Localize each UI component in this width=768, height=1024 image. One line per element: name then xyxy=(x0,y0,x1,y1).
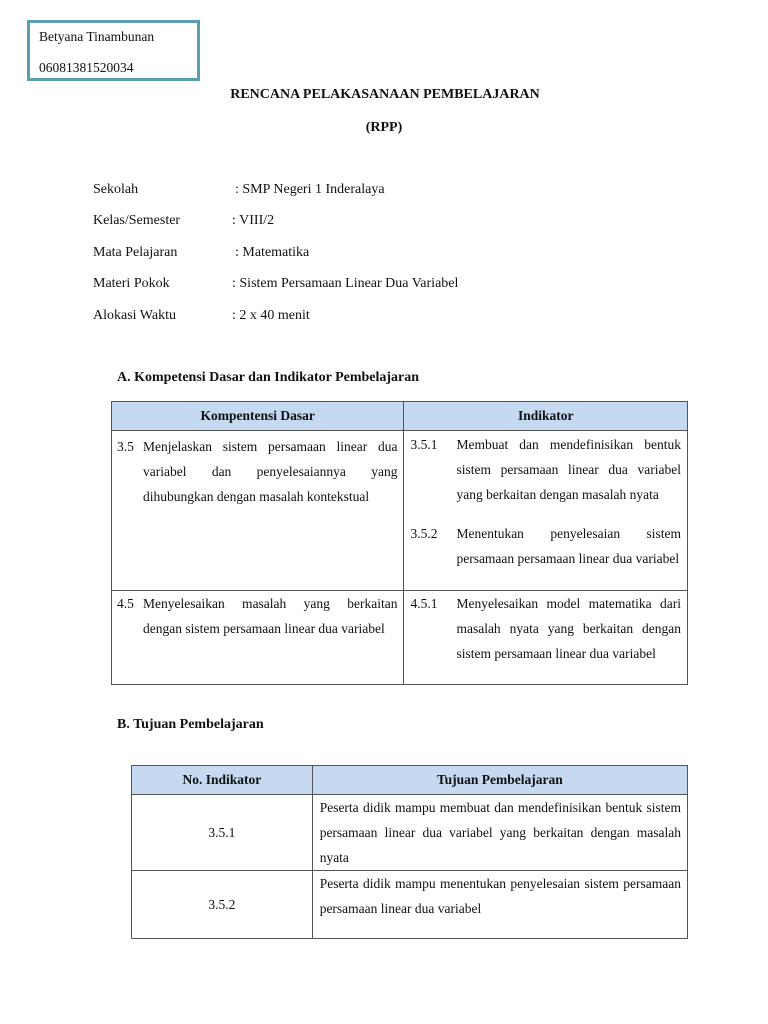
indicator-number: 3.5.2 xyxy=(132,871,313,939)
info-value: : SMP Negeri 1 Inderalaya xyxy=(235,182,385,197)
section-b-heading: B. Tujuan Pembelajaran xyxy=(117,717,264,732)
info-label: Mata Pelajaran xyxy=(93,245,178,260)
indicator-text: Membuat dan mendefinisikan bentuk sistem persamaan linear dua variabel yang berkaitan dengan masalah nyata xyxy=(456,437,681,502)
section-a-heading: A. Kompetensi Dasar dan Indikator Pembelajaran xyxy=(117,370,420,385)
indicator-cell xyxy=(404,591,688,685)
author-name: Betyana Tinambunan xyxy=(39,29,155,44)
info-value: : 2 x 40 menit xyxy=(232,308,310,323)
kd-number: 4.5 xyxy=(117,596,134,611)
indicator-cell xyxy=(404,431,688,591)
author-id: 06081381520034 xyxy=(39,60,134,75)
indicator-number: 4.5.1 xyxy=(410,596,438,611)
indicator-text: Menyelesaikan model matematika dari masalah nyata yang berkaitan dengan sistem persamaan linear dua variabel xyxy=(456,596,681,661)
kd-cell xyxy=(112,431,404,591)
tujuan-table xyxy=(131,765,688,939)
info-label: Sekolah xyxy=(93,182,139,197)
document-title: RENCANA PELAKASANAAN PEMBELAJARAN xyxy=(230,87,540,102)
info-label: Materi Pokok xyxy=(93,276,170,291)
kompetensi-table xyxy=(111,401,688,685)
table-row xyxy=(112,431,688,591)
tujuan-text: Peserta didik mampu membuat dan mendefinisikan bentuk sistem persamaan linear dua variabel yang berkaitan dengan masalah nyata xyxy=(312,795,687,871)
table-header-row xyxy=(112,402,688,431)
indicator-text: Menentukan penyelesaian sistem persamaan persamaan linear dua variabel xyxy=(456,526,681,566)
info-value: : VIII/2 xyxy=(232,213,275,228)
column-header: Indikator xyxy=(404,402,688,431)
kd-cell xyxy=(112,591,404,685)
info-label: Kelas/Semester xyxy=(93,213,181,228)
tujuan-text: Peserta didik mampu menentukan penyelesaian sistem persamaan persamaan linear dua variabel xyxy=(312,871,687,939)
column-header: No. Indikator xyxy=(132,766,313,795)
table-row xyxy=(132,871,688,939)
column-header: Kompentensi Dasar xyxy=(112,402,404,431)
kd-text: Menjelaskan sistem persamaan linear dua variabel dan penyelesaiannya yang dihubungkan dengan masalah kontekstual xyxy=(143,439,398,504)
info-value: : Matematika xyxy=(235,245,310,260)
table-row xyxy=(132,795,688,871)
info-label: Alokasi Waktu xyxy=(93,308,176,323)
indicator-number: 3.5.1 xyxy=(410,437,438,452)
table-row xyxy=(112,591,688,685)
document-subtitle: (RPP) xyxy=(365,120,403,135)
indicator-number: 3.5.1 xyxy=(132,795,313,871)
table-header-row xyxy=(132,766,688,795)
column-header: Tujuan Pembelajaran xyxy=(312,766,687,795)
info-value: : Sistem Persamaan Linear Dua Variabel xyxy=(232,276,459,291)
author-box xyxy=(27,20,200,81)
indicator-number: 3.5.2 xyxy=(410,526,438,541)
kd-number: 3.5 xyxy=(117,439,134,454)
kd-text: Menyelesaikan masalah yang berkaitan dengan sistem persamaan linear dua variabel xyxy=(143,596,398,636)
